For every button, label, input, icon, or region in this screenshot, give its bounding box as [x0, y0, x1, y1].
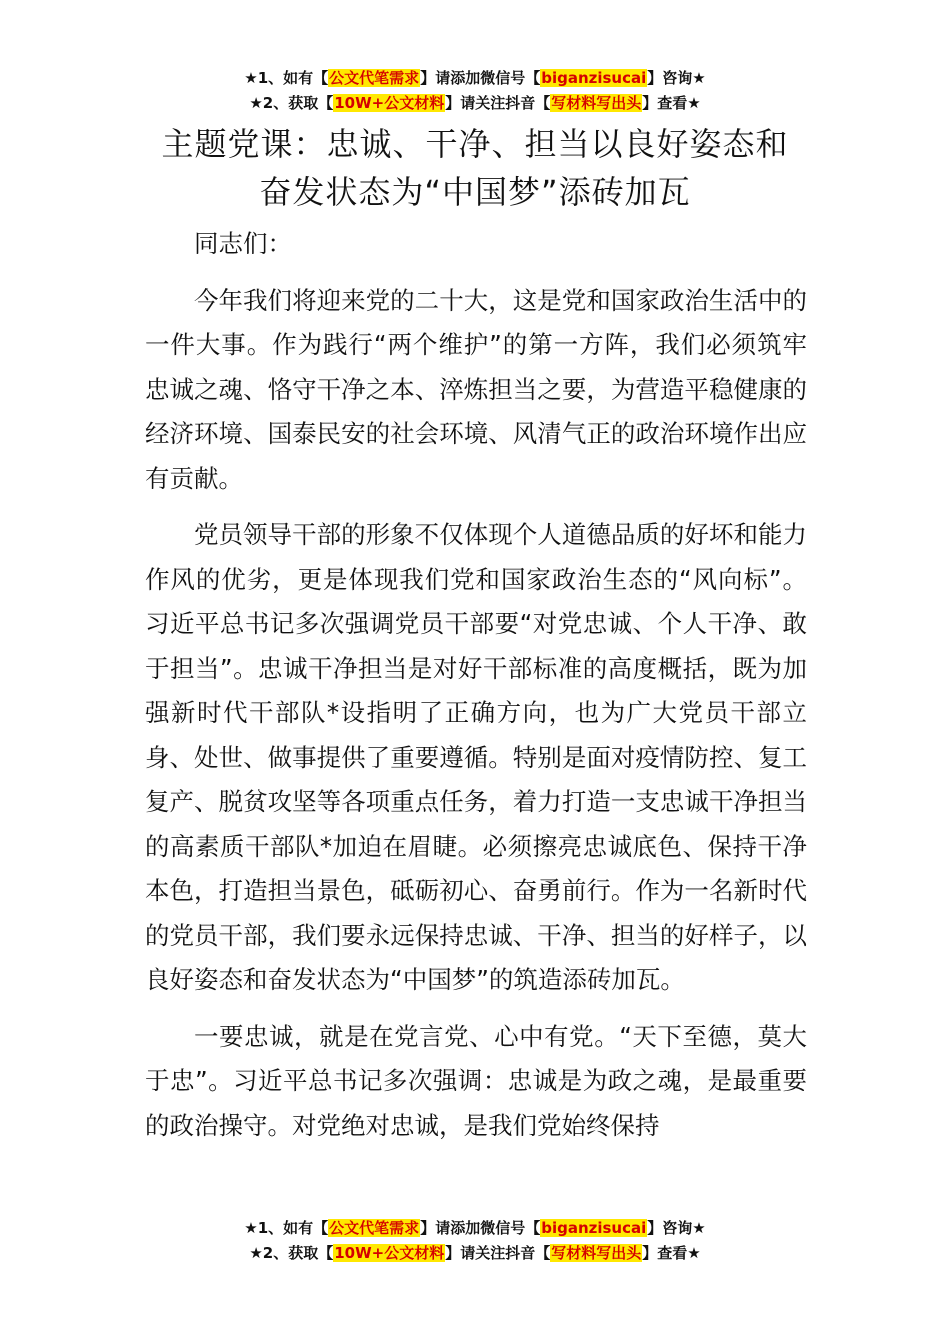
promo-highlight: biganzisucai [541, 1219, 647, 1237]
paragraph-3: 一要忠诚，就是在党言党、心中有党。“天下至德，莫大于忠”。习近平总书记多次强调：忠诚是为政之魂，是最重要的政治操守。对党绝对忠诚，是我们党始终保持 [145, 1021, 807, 1140]
paragraph-1: 今年我们将迎来党的二十大，这是党和国家政治生活中的一件大事。作为践行“两个维护”的第一方阵，我们必须筑牢忠诚之魂、恪守干净之本、淬炼担当之要，为营造平稳健康的经济环境、国泰民安的社会环境、风清气正的政治环境作出应有贡献。 [145, 285, 807, 493]
title-line-2: 奋发状态为“中国梦”添砖加瓦 [259, 173, 691, 211]
document-title [120, 120, 830, 216]
promo-banner-top [0, 66, 950, 116]
greeting: 同志们： [194, 229, 292, 258]
promo-text: 】请添加微信号【 [420, 1219, 541, 1237]
promo-text: 】请添加微信号【 [420, 69, 541, 87]
document-body [145, 222, 807, 1160]
promo-text: 】查看★ [642, 1244, 701, 1262]
promo-highlight: 写材料写出头 [551, 94, 642, 112]
promo-highlight: 10W+公文材料 [334, 1244, 445, 1262]
promo-text: 】咨询★ [647, 69, 706, 87]
promo-highlight: 公文代笔需求 [329, 1219, 420, 1237]
promo-text: 】咨询★ [647, 1219, 706, 1237]
title-line-1: 主题党课：忠诚、干净、担当以良好姿态和 [161, 125, 789, 163]
promo-highlight: 10W+公文材料 [334, 94, 445, 112]
promo-line-2 [0, 1241, 950, 1266]
promo-text: 】查看★ [642, 94, 701, 112]
promo-text: ★2、获取【 [249, 1244, 334, 1262]
promo-text: 】请关注抖音【 [445, 94, 551, 112]
promo-text: ★1、如有【 [244, 1219, 329, 1237]
promo-highlight: biganzisucai [541, 69, 647, 87]
paragraph-2: 党员领导干部的形象不仅体现个人道德品质的好坏和能力作风的优劣，更是体现我们党和国家政治生态的“风向标”。习近平总书记多次强调党员干部要“对党忠诚、个人干净、敢于担当”。忠诚干净担当是对好干部标准的高度概括，既为加强新时代干部队*设指明了正确方向，也为广大党员干部立身、处世、做事提供了重要遵循。特别是面对疫情防控、复工复产、脱贫攻坚等各项重点任务，着力打造一支忠诚干净担当的高素质干部队*加迫在眉睫。必须擦亮忠诚底色、保持干净本色，打造担当景色，砥砺初心、奋勇前行。作为一名新时代的党员干部，我们要永远保持忠诚、干净、担当的好样子，以良好姿态和奋发状态为“中国梦”的筑造添砖加瓦。 [145, 520, 807, 994]
promo-highlight: 写材料写出头 [551, 1244, 642, 1262]
promo-text: ★2、获取【 [249, 94, 334, 112]
promo-text: ★1、如有【 [244, 69, 329, 87]
promo-line-2 [0, 91, 950, 116]
promo-line-1 [0, 1216, 950, 1241]
promo-text: 】请关注抖音【 [445, 1244, 551, 1262]
promo-highlight: 公文代笔需求 [329, 69, 420, 87]
promo-line-1 [0, 66, 950, 91]
promo-banner-bottom [0, 1216, 950, 1266]
